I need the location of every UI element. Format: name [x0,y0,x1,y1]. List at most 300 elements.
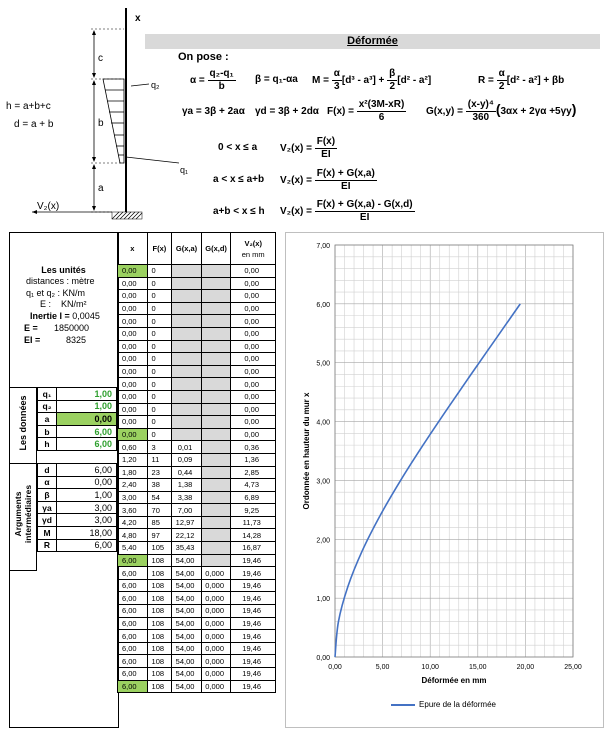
table-cell: 108 [147,592,172,605]
table-cell [201,466,231,479]
q1-label: q₁ [180,165,189,175]
formula-gamma-a: γa = 3β + 2aα [182,106,245,117]
table-cell: 0,00 [118,290,148,303]
table-cell: 0,00 [231,390,276,403]
table-cell: 6,00 [118,567,148,580]
wall-diagram [0,0,160,225]
table-cell [201,290,231,303]
donnees-title: Les données [18,395,28,451]
table-cell [201,516,231,529]
table-cell: 0,00 [118,353,148,366]
table-cell: 0,00 [231,265,276,278]
table-cell: 0 [147,365,172,378]
table-cell: 54,00 [172,592,202,605]
table-cell: 3,60 [118,504,148,517]
table-cell: 0,36 [231,441,276,454]
table-cell: 1,20 [118,453,148,466]
section-title: Déformée [347,35,398,47]
b-label: b [98,118,104,129]
table-cell: 0 [147,277,172,290]
param-name: d [38,464,57,477]
table-cell: 54,00 [172,668,202,681]
chart-legend [288,700,599,709]
table-cell: 0,00 [118,416,148,429]
case3-formula: V₂(x) = $\frac{F(x) + G(x,a) - G(x,d)}{EI}$ [280,199,413,223]
y-tick-label: 0,00 [316,655,330,662]
x-tick-label: 25,00 [564,664,582,671]
table-cell: 22,12 [172,529,202,542]
section-header [145,34,600,49]
table-cell [201,378,231,391]
deflection-table [117,232,276,693]
table-cell: 0,00 [231,353,276,366]
table-cell: 0,00 [231,428,276,441]
param-name: h [38,438,57,451]
table-cell [201,315,231,328]
table-cell: 0 [147,302,172,315]
table-cell: 6,00 [118,605,148,618]
table-row [118,390,276,403]
table-cell [201,491,231,504]
table-cell [172,302,202,315]
table-cell [172,277,202,290]
table-cell: 6,89 [231,491,276,504]
table-cell: 11,73 [231,516,276,529]
table-row [118,630,276,643]
param-value[interactable]: 6,00 [57,438,117,451]
x-tick-label: 20,00 [516,664,535,671]
x-tick-label: 5,00 [375,664,390,671]
table-cell: 0,00 [118,315,148,328]
table-cell: 4,73 [231,479,276,492]
table-cell [201,542,231,555]
table-cell: 6,00 [118,642,148,655]
table-cell: 4,80 [118,529,148,542]
table-row [118,302,276,315]
e-value: 1850000 [54,322,90,333]
table-row [118,516,276,529]
table-cell: 4,20 [118,516,148,529]
table-cell: 0 [147,265,172,278]
case1-condition: 0 < x ≤ a [218,142,258,153]
col-header-fx: F(x) [147,233,172,265]
param-name: M [38,526,57,539]
table-cell: 6,00 [118,630,148,643]
y-tick-label: 4,00 [316,419,330,427]
formula-gamma-d: γd = 3β + 2dα [255,106,319,117]
table-row [118,554,276,567]
table-row [118,529,276,542]
table-cell: 0,00 [231,378,276,391]
units-q: q₁ et q₂ : KN/m [26,287,86,298]
table-cell: 0,00 [118,390,148,403]
case2-condition: a < x ≤ a+b [213,174,265,185]
param-value: 3,00 [57,501,117,514]
table-cell: 54 [147,491,172,504]
table-cell [201,428,231,441]
q2-label: q₂ [151,80,160,90]
table-cell: 0,00 [118,277,148,290]
table-cell: 19,46 [231,655,276,668]
table-cell: 6,00 [118,592,148,605]
on-pose-label: On pose : [178,51,229,63]
table-cell: 19,46 [231,668,276,681]
table-cell: 23 [147,466,172,479]
table-cell: 2,40 [118,479,148,492]
table-cell: 19,46 [231,554,276,567]
table-row [118,327,276,340]
table-cell [201,479,231,492]
col-header-gxa: G(x,a) [172,233,202,265]
table-cell [172,390,202,403]
table-cell: 12,97 [172,516,202,529]
ei-label: EI = [24,334,41,345]
param-row [38,501,117,514]
table-cell: 54,00 [172,630,202,643]
param-value[interactable]: 6,00 [57,425,117,438]
formula-beta: β = q₁-αa [255,74,298,85]
table-cell: 85 [147,516,172,529]
table-cell: 54,00 [172,617,202,630]
table-cell [172,353,202,366]
table-cell: 0 [147,340,172,353]
table-cell [201,554,231,567]
table-cell [172,327,202,340]
table-cell: 0,00 [118,340,148,353]
table-cell [201,265,231,278]
table-cell: 0,00 [231,290,276,303]
units-distances: distances : mètre [26,276,95,287]
table-row [118,592,276,605]
a-label: a [98,183,104,194]
table-row [118,378,276,391]
table-cell [172,365,202,378]
param-row [38,438,117,451]
table-cell: 0,000 [201,592,231,605]
table-cell: 3,38 [172,491,202,504]
table-cell: 0,000 [201,655,231,668]
table-cell: 35,43 [172,542,202,555]
table-cell: 0,000 [201,668,231,681]
ei-value: 8325 [66,334,87,345]
table-row [118,642,276,655]
table-row [118,403,276,416]
table-cell: 108 [147,655,172,668]
table-cell: 19,46 [231,567,276,580]
table-cell: 54,00 [172,605,202,618]
table-cell: 0,00 [231,302,276,315]
table-cell [201,365,231,378]
x-tick-label: 0,00 [328,664,342,671]
deflection-chart [285,232,602,726]
inertie-row [10,311,117,322]
table-cell: 14,28 [231,529,276,542]
d-equation: d = a + b [14,119,54,130]
table-cell: 0,000 [201,680,231,693]
table-cell: 0 [147,315,172,328]
table-cell [201,453,231,466]
param-name: α [38,476,57,489]
table-cell: 19,46 [231,579,276,592]
donnees-table [37,387,117,451]
units-e-label: E : [40,299,52,310]
table-cell: 2,85 [231,466,276,479]
table-cell: 0 [147,327,172,340]
plot-area [335,245,573,657]
col-header-gxd: G(x,d) [201,233,231,265]
v2-header-label: V₂(x) [244,238,262,248]
table-row [118,265,276,278]
table-cell [172,315,202,328]
table-row [118,428,276,441]
table-row [118,277,276,290]
table-cell: 108 [147,617,172,630]
units-e [10,299,117,311]
table-cell: 0,44 [172,466,202,479]
table-cell [201,441,231,454]
legend-swatch [391,704,415,706]
table-cell [201,353,231,366]
table-cell: 0,00 [118,365,148,378]
table-cell: 54,00 [172,554,202,567]
e-row [10,323,117,335]
table-cell: 1,38 [172,479,202,492]
table-cell [172,428,202,441]
table-cell: 19,46 [231,630,276,643]
table-cell: 6,00 [118,579,148,592]
table-cell: 108 [147,630,172,643]
x-tick-label: 15,00 [469,664,487,671]
arguments-table [37,463,117,552]
param-value[interactable]: 1,00 [57,388,117,401]
table-cell: 0 [147,390,172,403]
donnees-label-cell [10,387,37,464]
table-row [118,441,276,454]
y-tick-label: 3,00 [316,478,330,486]
table-cell: 7,00 [172,504,202,517]
table-row [118,680,276,693]
table-cell: 0 [147,416,172,429]
table-cell: 108 [147,668,172,681]
table-cell: 0,000 [201,617,231,630]
table-cell: 0,00 [231,416,276,429]
v2-header-unit: en mm [241,249,265,259]
y-axis-title: Ordonnée en hauteur du mur x [302,392,311,510]
table-cell [201,416,231,429]
table-cell: 0,00 [231,315,276,328]
col-header-x: x [118,233,148,265]
param-value[interactable]: 1,00 [57,400,117,413]
param-row [38,526,117,539]
param-value[interactable]: 0,00 [57,413,117,426]
table-cell: 108 [147,579,172,592]
table-cell: 0,00 [118,302,148,315]
table-row [118,542,276,555]
table-cell: 0,000 [201,630,231,643]
table-cell: 0,01 [172,441,202,454]
ei-row [10,335,117,347]
formula-m: M = $\frac{\alpha}{3}$ [d³ - a³] + $\frac{\beta}{2}$ [d² - a²] [312,68,432,92]
units-block [10,258,117,347]
table-cell: 0 [147,428,172,441]
table-row [118,655,276,668]
units-e-value: KN/m² [61,299,87,310]
units-title: Les unités [41,265,86,275]
table-row [118,504,276,517]
y-tick-label: 5,00 [316,360,330,368]
table-cell: 6,00 [118,617,148,630]
table-cell: 0 [147,290,172,303]
table-row [118,340,276,353]
table-cell: 0,09 [172,453,202,466]
table-cell [201,340,231,353]
table-row [118,353,276,366]
table-cell: 105 [147,542,172,555]
table-row [118,668,276,681]
table-cell: 108 [147,554,172,567]
table-cell: 19,46 [231,617,276,630]
table-cell: 0,00 [231,340,276,353]
param-name: b [38,425,57,438]
table-cell: 108 [147,642,172,655]
param-row [38,539,117,552]
table-cell: 6,00 [118,655,148,668]
table-cell: 1,80 [118,466,148,479]
v2-label: V₂(x) = [280,175,312,187]
table-cell: 0,00 [118,428,148,441]
param-row [38,425,117,438]
param-row [38,514,117,527]
table-cell: 108 [147,680,172,693]
table-cell: 16,87 [231,542,276,555]
table-cell: 6,00 [118,554,148,567]
table-cell: 0,000 [201,605,231,618]
table-cell [201,529,231,542]
param-name: R [38,539,57,552]
formula-gxy: G(x,y) = $\frac{\text{(x-y)⁴}}{360}$ (3αx + 2γα +5γy) [426,99,577,123]
y-tick-label: 6,00 [316,301,330,309]
table-cell: 3 [147,441,172,454]
table-row [118,491,276,504]
v2-diagram-label: V₂(x) [37,201,60,212]
param-value: 6,00 [57,539,117,552]
arguments-label-cell [10,463,37,571]
v2-label: V₂(x) = [280,206,312,218]
table-cell: 0,00 [118,265,148,278]
v2-label: V₂(x) = [280,143,312,155]
table-cell: 19,46 [231,592,276,605]
table-cell [201,403,231,416]
case3-condition: a+b < x ≤ h [213,206,265,217]
table-cell: 108 [147,605,172,618]
table-cell: 54,00 [172,680,202,693]
param-value: 18,00 [57,526,117,539]
h-equation: h = a+b+c [6,101,51,112]
table-cell [172,416,202,429]
e-label: E = [24,322,38,333]
param-value: 0,00 [57,476,117,489]
table-cell [172,340,202,353]
table-cell [172,290,202,303]
table-cell: 0,00 [231,277,276,290]
arguments-title: Arguments intermédiaires [13,484,33,544]
table-cell: 38 [147,479,172,492]
c-label: c [98,53,103,64]
col-header-v2 [231,233,276,265]
table-cell: 97 [147,529,172,542]
table-cell: 54,00 [172,567,202,580]
table-cell: 0,000 [201,579,231,592]
table-cell: 1,36 [231,453,276,466]
table-cell [201,390,231,403]
param-name: a [38,413,57,426]
inertie-value: 0,0045 [72,311,100,322]
table-cell: 6,00 [118,680,148,693]
formula-fx: F(x) = $\frac{\text{x²(3M-xR)}}{6}$ [327,99,405,123]
table-cell [201,302,231,315]
param-value: 3,00 [57,514,117,527]
table-cell: 54,00 [172,579,202,592]
table-cell: 19,46 [231,680,276,693]
param-row [38,464,117,477]
case2-formula: V₂(x) = $\frac{F(x) + G(x,a)}{EI}$ [280,168,375,192]
table-cell [172,378,202,391]
param-row [38,476,117,489]
param-name: q₂ [38,400,57,413]
table-cell: 0,00 [231,327,276,340]
table-cell: 0,000 [201,642,231,655]
table-cell: 0,000 [201,567,231,580]
table-row [118,416,276,429]
table-cell: 54,00 [172,655,202,668]
table-cell: 6,00 [118,668,148,681]
table-cell: 19,46 [231,605,276,618]
table-cell: 0 [147,403,172,416]
param-row [38,400,117,413]
table-cell [172,265,202,278]
table-cell: 3,00 [118,491,148,504]
param-row [38,489,117,502]
param-row [38,388,117,401]
table-cell: 0 [147,353,172,366]
table-cell: 0,00 [118,403,148,416]
table-row [118,290,276,303]
table-cell: 70 [147,504,172,517]
param-name: γd [38,514,57,527]
table-row [118,617,276,630]
table-cell: 0,60 [118,441,148,454]
param-value: 1,00 [57,489,117,502]
table-cell: 11 [147,453,172,466]
param-row [38,413,117,426]
table-cell: 108 [147,567,172,580]
table-cell: 0,00 [118,378,148,391]
param-name: β [38,489,57,502]
table-cell: 54,00 [172,642,202,655]
table-cell: 0,00 [231,403,276,416]
table-cell: 5,40 [118,542,148,555]
table-cell [201,327,231,340]
y-tick-label: 1,00 [316,596,330,604]
param-name: γa [38,501,57,514]
table-cell [201,504,231,517]
table-row [118,365,276,378]
table-row [118,605,276,618]
table-cell: 0,00 [231,365,276,378]
formula-r: R = $\frac{\alpha}{2}$ [d² - a²] + βb [478,68,565,92]
param-value: 6,00 [57,464,117,477]
case1-formula: V₂(x) = $\frac{F(x)}{EI}$ [280,136,336,160]
